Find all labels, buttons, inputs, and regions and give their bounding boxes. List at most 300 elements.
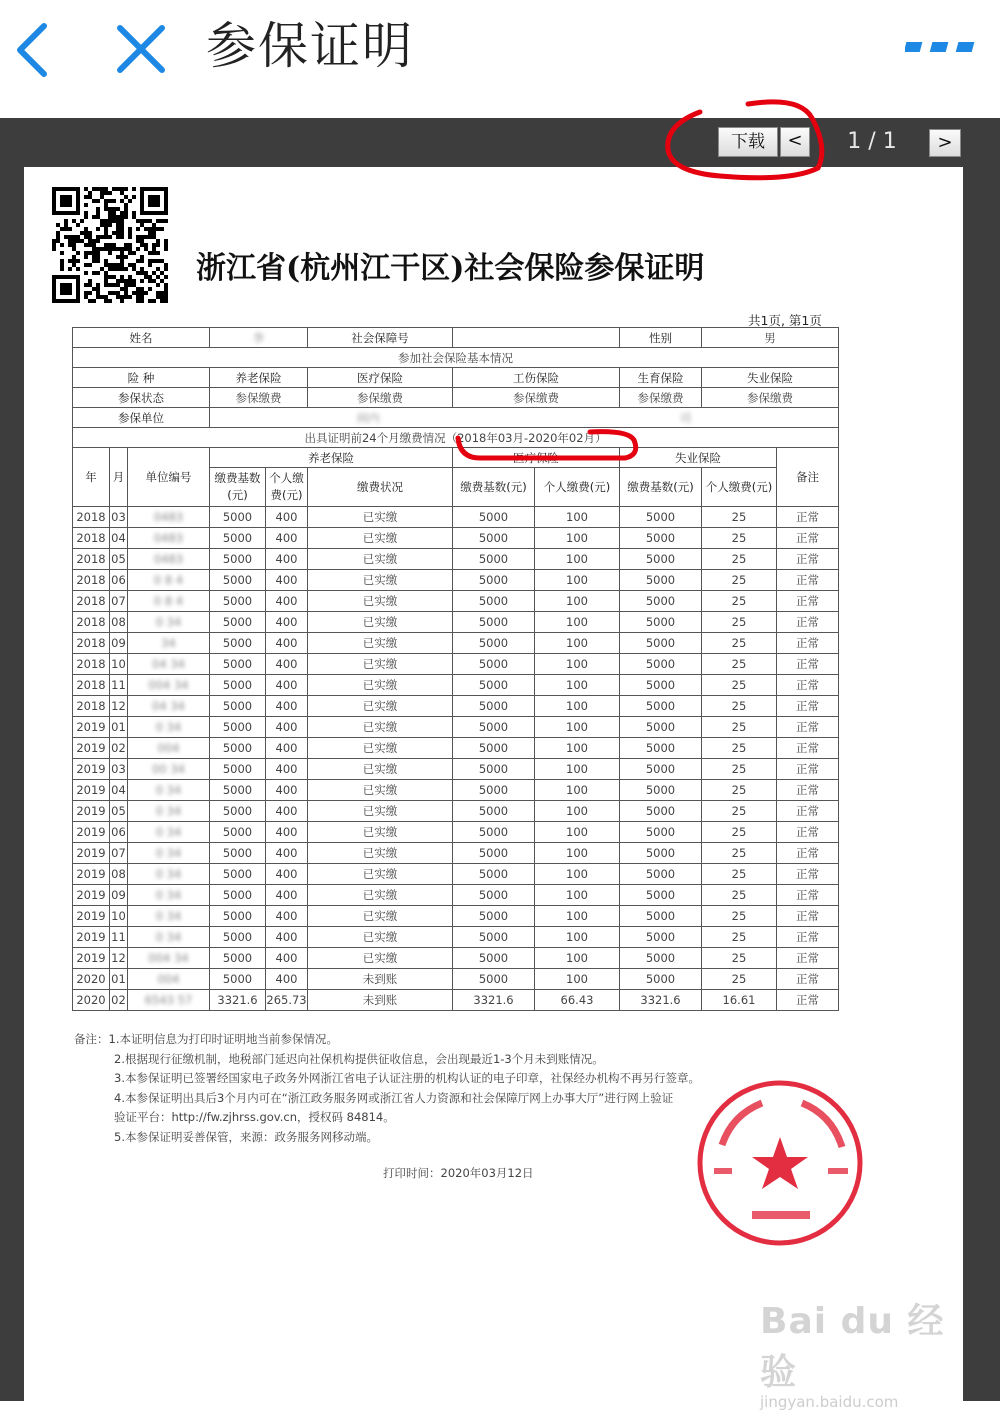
cell-pension-base: 5000 bbox=[210, 864, 266, 885]
cell-unit-no: 004 bbox=[128, 738, 210, 759]
cell-pension-base: 5000 bbox=[210, 654, 266, 675]
cell-year: 2018 bbox=[73, 654, 110, 675]
cell-remark: 正常 bbox=[777, 612, 839, 633]
cell-pension-personal: 400 bbox=[266, 780, 308, 801]
cell-year: 2018 bbox=[73, 549, 110, 570]
cell-year: 2020 bbox=[73, 969, 110, 990]
cell-unit-no: 004 34 bbox=[128, 948, 210, 969]
cell-unemployment-base: 5000 bbox=[620, 612, 702, 633]
cell-medical-personal: 100 bbox=[535, 507, 620, 528]
cell-medical-base: 5000 bbox=[453, 549, 535, 570]
table-row bbox=[73, 570, 839, 591]
cell-unemployment-personal: 25 bbox=[702, 738, 777, 759]
table-row bbox=[73, 591, 839, 612]
cell-pension-status: 已实缴 bbox=[308, 948, 453, 969]
cell-medical-base: 5000 bbox=[453, 759, 535, 780]
cell-pension-personal: 400 bbox=[266, 654, 308, 675]
payments-heading: 出具证明前24个月缴费情况（2018年03月-2020年02月） bbox=[73, 428, 839, 448]
cell-pension-base: 5000 bbox=[210, 969, 266, 990]
cell-month: 12 bbox=[110, 948, 128, 969]
cell-pension-base: 5000 bbox=[210, 549, 266, 570]
cell-remark: 正常 bbox=[777, 843, 839, 864]
cell-unemployment-base: 5000 bbox=[620, 801, 702, 822]
cell-pension-personal: 400 bbox=[266, 507, 308, 528]
cell-remark: 正常 bbox=[777, 885, 839, 906]
note-line: 验证平台：http://fw.zjhrss.gov.cn，授权码 84814。 bbox=[114, 1110, 395, 1124]
table-row bbox=[73, 780, 839, 801]
cell-year: 2019 bbox=[73, 822, 110, 843]
cell-unit-no: 0 34 bbox=[128, 717, 210, 738]
cell-month: 07 bbox=[110, 843, 128, 864]
cell-medical-base: 5000 bbox=[453, 843, 535, 864]
cell-medical-base: 5000 bbox=[453, 801, 535, 822]
cell-pension-status: 未到账 bbox=[308, 990, 453, 1011]
cell-year: 2020 bbox=[73, 990, 110, 1011]
value-unit bbox=[210, 408, 839, 428]
group-unemployment: 失业保险 bbox=[620, 448, 777, 468]
label-gender: 性别 bbox=[620, 328, 702, 348]
cell-medical-personal: 100 bbox=[535, 570, 620, 591]
cell-medical-base: 5000 bbox=[453, 633, 535, 654]
cell-medical-base: 5000 bbox=[453, 927, 535, 948]
cell-medical-personal: 100 bbox=[535, 591, 620, 612]
note-line: 5.本参保证明妥善保管，来源：政务服务网移动端。 bbox=[114, 1129, 378, 1144]
cell-unemployment-base: 5000 bbox=[620, 738, 702, 759]
note-line: 2.根据现行征缴机制，地税部门延迟向社保机构提供征收信息，会出现最近1-3个月未到账情况。 bbox=[114, 1051, 604, 1066]
cell-remark: 正常 bbox=[777, 969, 839, 990]
note-line: 3.本参保证明已签署经国家电子政务外网浙江省电子认证注册的机构认证的电子印章，社保经办机构不再另行签章。 bbox=[114, 1071, 700, 1085]
label-insurance-type: 险 种 bbox=[73, 368, 210, 388]
cell-month: 04 bbox=[110, 528, 128, 549]
cell-month: 06 bbox=[110, 570, 128, 591]
app-bar bbox=[0, 0, 1000, 118]
cell-medical-personal: 100 bbox=[535, 612, 620, 633]
cell-pension-status: 已实缴 bbox=[308, 717, 453, 738]
cell-medical-personal: 100 bbox=[535, 885, 620, 906]
cell-unit-no: 0 34 bbox=[128, 843, 210, 864]
cell-remark: 正常 bbox=[777, 549, 839, 570]
cell-unemployment-base: 5000 bbox=[620, 843, 702, 864]
cell-pension-base: 5000 bbox=[210, 696, 266, 717]
cell-month: 01 bbox=[110, 969, 128, 990]
cell-remark: 正常 bbox=[777, 906, 839, 927]
document-title: 浙江省(杭州江干区)社会保险参保证明 bbox=[196, 251, 705, 286]
cell-month: 08 bbox=[110, 864, 128, 885]
cell-pension-base: 5000 bbox=[210, 507, 266, 528]
cell-remark: 正常 bbox=[777, 990, 839, 1011]
cell-pension-status: 已实缴 bbox=[308, 675, 453, 696]
cell-year: 2019 bbox=[73, 738, 110, 759]
cell-pension-base: 5000 bbox=[210, 843, 266, 864]
cell-remark: 正常 bbox=[777, 633, 839, 654]
cell-year: 2019 bbox=[73, 948, 110, 969]
cell-unemployment-base: 5000 bbox=[620, 633, 702, 654]
cell-year: 2019 bbox=[73, 885, 110, 906]
status-medical: 参保缴费 bbox=[308, 388, 453, 408]
cell-pension-personal: 400 bbox=[266, 927, 308, 948]
cell-unit-no: 04 34 bbox=[128, 696, 210, 717]
cell-pension-base: 5000 bbox=[210, 717, 266, 738]
cell-unemployment-base: 5000 bbox=[620, 822, 702, 843]
cell-unemployment-base: 5000 bbox=[620, 675, 702, 696]
cell-medical-base: 5000 bbox=[453, 612, 535, 633]
table-row bbox=[73, 549, 839, 570]
watermark-url: jingyan.baidu.com bbox=[760, 1393, 899, 1411]
cell-unit-no: 6543 57 bbox=[128, 990, 210, 1011]
cell-year: 2018 bbox=[73, 633, 110, 654]
cell-pension-status: 已实缴 bbox=[308, 906, 453, 927]
cell-unemployment-personal: 25 bbox=[702, 843, 777, 864]
table-row bbox=[73, 927, 839, 948]
cell-medical-personal: 100 bbox=[535, 927, 620, 948]
label-ssn: 社会保障号 bbox=[308, 328, 453, 348]
head-unemployment: 失业保险 bbox=[702, 368, 839, 388]
cell-pension-personal: 400 bbox=[266, 549, 308, 570]
qr-code bbox=[52, 187, 168, 303]
cell-remark: 正常 bbox=[777, 948, 839, 969]
basic-info-heading: 参加社会保险基本情况 bbox=[73, 348, 839, 368]
cell-unit-no: 0 34 bbox=[128, 801, 210, 822]
cell-pension-personal: 400 bbox=[266, 675, 308, 696]
cell-medical-personal: 100 bbox=[535, 696, 620, 717]
cell-medical-personal: 100 bbox=[535, 948, 620, 969]
col-year: 年 bbox=[73, 448, 110, 507]
cell-medical-personal: 100 bbox=[535, 843, 620, 864]
cell-pension-base: 5000 bbox=[210, 906, 266, 927]
cell-pension-base: 5000 bbox=[210, 948, 266, 969]
cell-unemployment-personal: 16.61 bbox=[702, 990, 777, 1011]
cell-unemployment-personal: 25 bbox=[702, 759, 777, 780]
cell-unemployment-personal: 25 bbox=[702, 591, 777, 612]
cell-year: 2018 bbox=[73, 570, 110, 591]
cell-unit-no: 0 8 4 bbox=[128, 570, 210, 591]
cell-year: 2019 bbox=[73, 780, 110, 801]
cell-pension-status: 已实缴 bbox=[308, 801, 453, 822]
cell-unemployment-base: 5000 bbox=[620, 927, 702, 948]
cell-pension-status: 未到账 bbox=[308, 969, 453, 990]
head-maternity: 生育保险 bbox=[620, 368, 702, 388]
cell-medical-base: 5000 bbox=[453, 507, 535, 528]
cell-month: 05 bbox=[110, 801, 128, 822]
table-row bbox=[73, 843, 839, 864]
col-unemployment-personal: 个人缴费(元) bbox=[702, 468, 777, 507]
col-medical-base: 缴费基数(元) bbox=[453, 468, 535, 507]
cell-pension-status: 已实缴 bbox=[308, 780, 453, 801]
cell-unit-no: 0483 bbox=[128, 528, 210, 549]
value-unit-tail: 司 bbox=[679, 410, 692, 425]
col-pension-personal: 个人缴费(元) bbox=[266, 468, 308, 507]
cell-medical-base: 5000 bbox=[453, 654, 535, 675]
cell-pension-base: 5000 bbox=[210, 780, 266, 801]
cell-medical-personal: 100 bbox=[535, 717, 620, 738]
cell-pension-personal: 400 bbox=[266, 570, 308, 591]
cell-year: 2019 bbox=[73, 717, 110, 738]
cell-pension-base: 5000 bbox=[210, 591, 266, 612]
cell-unemployment-base: 5000 bbox=[620, 948, 702, 969]
cell-pension-status: 已实缴 bbox=[308, 759, 453, 780]
cell-unemployment-personal: 25 bbox=[702, 633, 777, 654]
prev-page-button[interactable]: < bbox=[780, 127, 810, 157]
cell-remark: 正常 bbox=[777, 864, 839, 885]
cell-year: 2019 bbox=[73, 801, 110, 822]
cell-unit-no: 04 34 bbox=[128, 654, 210, 675]
cell-month: 09 bbox=[110, 633, 128, 654]
cell-remark: 正常 bbox=[777, 780, 839, 801]
group-pension: 养老保险 bbox=[210, 448, 453, 468]
cell-pension-status: 已实缴 bbox=[308, 822, 453, 843]
official-seal bbox=[692, 1075, 868, 1251]
cell-remark: 正常 bbox=[777, 801, 839, 822]
cell-pension-base: 5000 bbox=[210, 612, 266, 633]
cell-pension-status: 已实缴 bbox=[308, 696, 453, 717]
cell-remark: 正常 bbox=[777, 507, 839, 528]
label-name: 姓名 bbox=[73, 328, 210, 348]
cell-pension-base: 5000 bbox=[210, 675, 266, 696]
head-injury: 工伤保险 bbox=[453, 368, 620, 388]
label-unit: 参保单位 bbox=[73, 408, 210, 428]
cell-month: 11 bbox=[110, 675, 128, 696]
cell-remark: 正常 bbox=[777, 654, 839, 675]
cell-pension-base: 5000 bbox=[210, 570, 266, 591]
cell-unit-no: 004 34 bbox=[128, 675, 210, 696]
cell-pension-personal: 400 bbox=[266, 948, 308, 969]
table-row bbox=[73, 990, 839, 1011]
cell-pension-base: 3321.6 bbox=[210, 990, 266, 1011]
cell-unemployment-personal: 25 bbox=[702, 780, 777, 801]
cell-pension-base: 5000 bbox=[210, 822, 266, 843]
cell-pension-personal: 400 bbox=[266, 612, 308, 633]
cell-unemployment-base: 5000 bbox=[620, 654, 702, 675]
cell-medical-personal: 100 bbox=[535, 654, 620, 675]
cell-month: 10 bbox=[110, 654, 128, 675]
cell-medical-personal: 100 bbox=[535, 801, 620, 822]
status-unemployment: 参保缴费 bbox=[702, 388, 839, 408]
cell-remark: 正常 bbox=[777, 927, 839, 948]
table-row bbox=[73, 864, 839, 885]
cell-pension-personal: 400 bbox=[266, 528, 308, 549]
group-medical: 医疗保险 bbox=[453, 448, 620, 468]
cell-pension-status: 已实缴 bbox=[308, 570, 453, 591]
cell-unemployment-base: 5000 bbox=[620, 696, 702, 717]
payments-label: 出具证明前24个月缴费情况 bbox=[304, 430, 446, 445]
cell-unit-no: 0 34 bbox=[128, 927, 210, 948]
cell-medical-base: 5000 bbox=[453, 570, 535, 591]
cell-medical-personal: 100 bbox=[535, 633, 620, 654]
cell-pension-personal: 400 bbox=[266, 717, 308, 738]
cell-remark: 正常 bbox=[777, 822, 839, 843]
cell-year: 2019 bbox=[73, 864, 110, 885]
cell-unemployment-personal: 25 bbox=[702, 612, 777, 633]
cell-unemployment-personal: 25 bbox=[702, 675, 777, 696]
cell-pension-personal: 400 bbox=[266, 759, 308, 780]
cell-unemployment-personal: 25 bbox=[702, 822, 777, 843]
cell-unit-no: 0483 bbox=[128, 549, 210, 570]
cell-medical-base: 5000 bbox=[453, 738, 535, 759]
cell-medical-personal: 100 bbox=[535, 780, 620, 801]
cell-unit-no: 004 bbox=[128, 969, 210, 990]
cell-medical-personal: 100 bbox=[535, 759, 620, 780]
cell-pension-personal: 400 bbox=[266, 738, 308, 759]
close-icon[interactable] bbox=[112, 20, 170, 78]
cell-medical-base: 5000 bbox=[453, 969, 535, 990]
table-row bbox=[73, 885, 839, 906]
cell-year: 2019 bbox=[73, 906, 110, 927]
cell-month: 06 bbox=[110, 822, 128, 843]
cell-unemployment-base: 5000 bbox=[620, 864, 702, 885]
chevron-left-icon[interactable] bbox=[6, 18, 66, 78]
cell-unit-no: 34 bbox=[128, 633, 210, 654]
cell-unemployment-base: 5000 bbox=[620, 906, 702, 927]
cell-pension-personal: 400 bbox=[266, 885, 308, 906]
cell-pension-personal: 400 bbox=[266, 906, 308, 927]
cell-unit-no: 0 34 bbox=[128, 906, 210, 927]
page-title: 参保证明 bbox=[206, 17, 414, 75]
cell-unemployment-personal: 25 bbox=[702, 570, 777, 591]
cell-unemployment-personal: 25 bbox=[702, 654, 777, 675]
cell-unit-no: 0 34 bbox=[128, 780, 210, 801]
cell-unit-no: 0 34 bbox=[128, 822, 210, 843]
cell-unemployment-personal: 25 bbox=[702, 969, 777, 990]
col-month: 月 bbox=[110, 448, 128, 507]
cell-pension-base: 5000 bbox=[210, 633, 266, 654]
cell-year: 2018 bbox=[73, 528, 110, 549]
table-row bbox=[73, 612, 839, 633]
cell-pension-status: 已实缴 bbox=[308, 864, 453, 885]
next-page-button[interactable]: > bbox=[929, 129, 961, 157]
cell-month: 12 bbox=[110, 696, 128, 717]
status-maternity: 参保缴费 bbox=[620, 388, 702, 408]
cell-remark: 正常 bbox=[777, 696, 839, 717]
label-status: 参保状态 bbox=[73, 388, 210, 408]
value-name: 李 bbox=[210, 328, 308, 348]
table-row bbox=[73, 696, 839, 717]
cell-medical-personal: 100 bbox=[535, 675, 620, 696]
status-pension: 参保缴费 bbox=[210, 388, 308, 408]
cell-pension-status: 已实缴 bbox=[308, 591, 453, 612]
cell-month: 03 bbox=[110, 507, 128, 528]
cell-pension-status: 已实缴 bbox=[308, 549, 453, 570]
cell-pension-base: 5000 bbox=[210, 738, 266, 759]
table-row bbox=[73, 801, 839, 822]
cell-pension-base: 5000 bbox=[210, 885, 266, 906]
page-info: 共1页, 第1页 bbox=[748, 313, 822, 328]
cell-month: 03 bbox=[110, 759, 128, 780]
more-icon[interactable] bbox=[905, 36, 975, 58]
cell-medical-personal: 100 bbox=[535, 864, 620, 885]
table-row bbox=[73, 906, 839, 927]
certificate-table bbox=[72, 327, 839, 1011]
cell-medical-base: 5000 bbox=[453, 948, 535, 969]
cell-remark: 正常 bbox=[777, 528, 839, 549]
cell-unemployment-personal: 25 bbox=[702, 696, 777, 717]
cell-remark: 正常 bbox=[777, 675, 839, 696]
baidu-watermark bbox=[760, 1293, 960, 1411]
cell-month: 05 bbox=[110, 549, 128, 570]
page-indicator: 1 / 1 bbox=[847, 129, 897, 154]
cell-medical-base: 5000 bbox=[453, 864, 535, 885]
cell-pension-personal: 400 bbox=[266, 822, 308, 843]
cell-medical-personal: 100 bbox=[535, 906, 620, 927]
cell-month: 01 bbox=[110, 717, 128, 738]
cell-unemployment-personal: 25 bbox=[702, 864, 777, 885]
cell-unit-no: 0 34 bbox=[128, 612, 210, 633]
col-medical-personal: 个人缴费(元) bbox=[535, 468, 620, 507]
cell-month: 02 bbox=[110, 738, 128, 759]
value-unit-partial: 间内 bbox=[356, 410, 380, 425]
cell-pension-status: 已实缴 bbox=[308, 528, 453, 549]
table-row bbox=[73, 654, 839, 675]
cell-medical-personal: 100 bbox=[535, 549, 620, 570]
cell-medical-personal: 66.43 bbox=[535, 990, 620, 1011]
cell-unit-no: 0 8 4 bbox=[128, 591, 210, 612]
cell-unemployment-base: 5000 bbox=[620, 717, 702, 738]
table-row bbox=[73, 717, 839, 738]
cell-medical-base: 5000 bbox=[453, 822, 535, 843]
cell-pension-status: 已实缴 bbox=[308, 612, 453, 633]
cell-year: 2018 bbox=[73, 507, 110, 528]
cell-pension-personal: 400 bbox=[266, 864, 308, 885]
notes bbox=[74, 1030, 774, 1147]
cell-unemployment-base: 5000 bbox=[620, 759, 702, 780]
cell-medical-personal: 100 bbox=[535, 969, 620, 990]
cell-year: 2019 bbox=[73, 927, 110, 948]
cell-unemployment-personal: 25 bbox=[702, 528, 777, 549]
cell-year: 2019 bbox=[73, 759, 110, 780]
cell-month: 10 bbox=[110, 906, 128, 927]
cell-pension-personal: 400 bbox=[266, 843, 308, 864]
cell-pension-status: 已实缴 bbox=[308, 843, 453, 864]
cell-unemployment-base: 5000 bbox=[620, 570, 702, 591]
table-row bbox=[73, 759, 839, 780]
cell-remark: 正常 bbox=[777, 738, 839, 759]
cell-unemployment-personal: 25 bbox=[702, 801, 777, 822]
cell-medical-personal: 100 bbox=[535, 822, 620, 843]
cell-medical-personal: 100 bbox=[535, 528, 620, 549]
cell-year: 2018 bbox=[73, 696, 110, 717]
cell-pension-status: 已实缴 bbox=[308, 507, 453, 528]
table-row bbox=[73, 675, 839, 696]
cell-remark: 正常 bbox=[777, 717, 839, 738]
cell-unit-no: 00 34 bbox=[128, 759, 210, 780]
watermark-logo: Bai du 经验 bbox=[760, 1301, 945, 1393]
cell-unemployment-personal: 25 bbox=[702, 717, 777, 738]
head-pension: 养老保险 bbox=[210, 368, 308, 388]
note-line: 备注：1.本证明信息为打印时证明地当前参保情况。 bbox=[74, 1032, 338, 1046]
col-pension-base: 缴费基数(元) bbox=[210, 468, 266, 507]
cell-unemployment-base: 5000 bbox=[620, 507, 702, 528]
col-unemployment-base: 缴费基数(元) bbox=[620, 468, 702, 507]
cell-medical-base: 5000 bbox=[453, 885, 535, 906]
cell-pension-personal: 400 bbox=[266, 591, 308, 612]
cell-unemployment-base: 5000 bbox=[620, 591, 702, 612]
cell-pension-personal: 400 bbox=[266, 801, 308, 822]
cell-year: 2018 bbox=[73, 612, 110, 633]
table-row bbox=[73, 528, 839, 549]
status-injury: 参保缴费 bbox=[453, 388, 620, 408]
cell-unit-no: 0483 bbox=[128, 507, 210, 528]
cell-medical-base: 5000 bbox=[453, 528, 535, 549]
cell-year: 2019 bbox=[73, 843, 110, 864]
table-row bbox=[73, 507, 839, 528]
cell-month: 04 bbox=[110, 780, 128, 801]
download-button[interactable]: 下载 bbox=[718, 127, 778, 157]
cell-unemployment-personal: 25 bbox=[702, 927, 777, 948]
cell-month: 08 bbox=[110, 612, 128, 633]
cell-year: 2018 bbox=[73, 675, 110, 696]
cell-month: 11 bbox=[110, 927, 128, 948]
cell-remark: 正常 bbox=[777, 759, 839, 780]
table-row bbox=[73, 633, 839, 654]
